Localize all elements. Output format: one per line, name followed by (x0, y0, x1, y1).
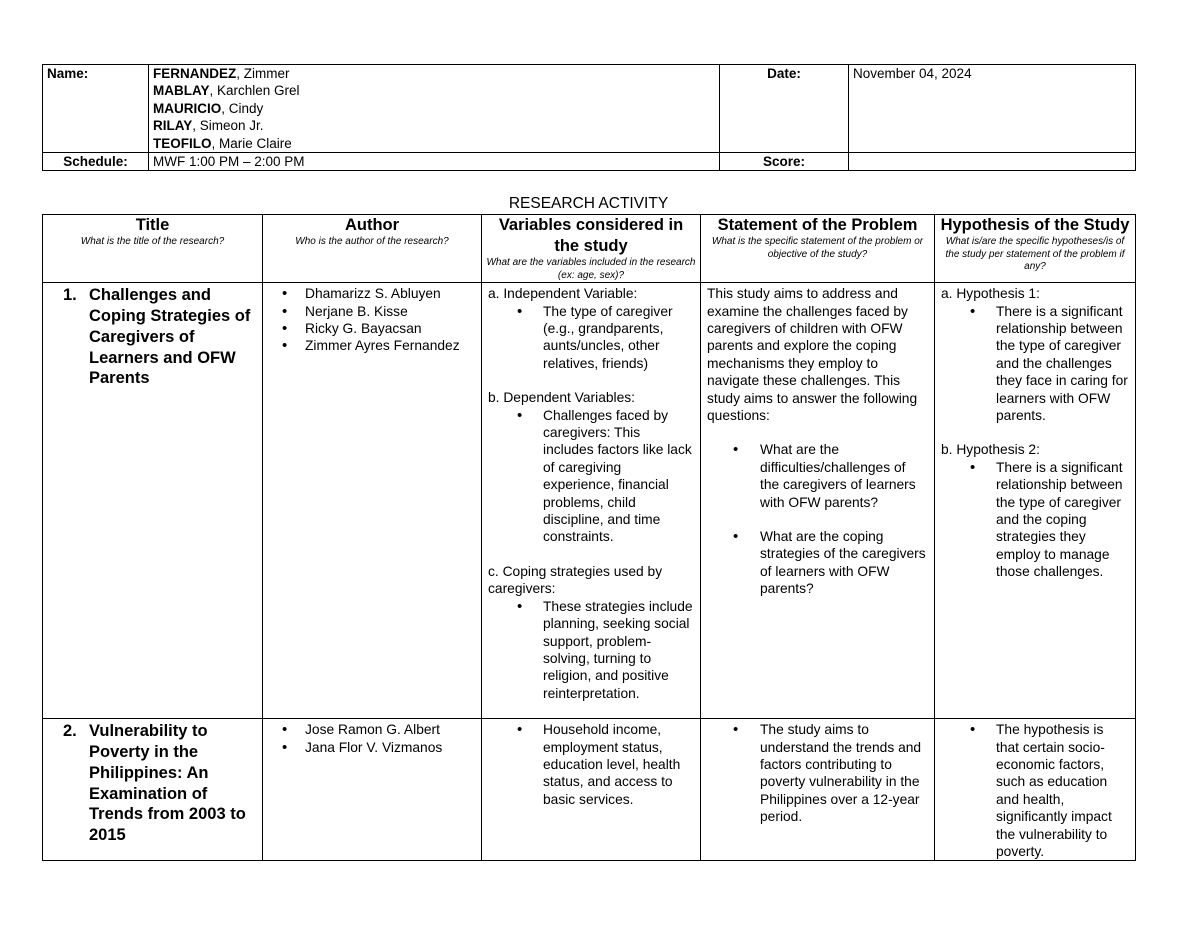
variable-group (488, 285, 694, 372)
date-label: Date: (720, 65, 849, 153)
schedule-row (43, 153, 1136, 171)
statement-cell (701, 283, 935, 719)
header-info-table (42, 64, 1136, 171)
name-label: Name: (43, 65, 149, 153)
author-cell (263, 283, 482, 719)
variable-heading: b. Dependent Variables: (488, 390, 636, 406)
author-item: • Dhamarizz S. Abluyen (269, 285, 475, 302)
hypothesis-group (941, 285, 1129, 424)
variable-item: • Challenges faced by caregivers: This includes factors like lack of caregiving experience, financial problems, child discipline, and time constraints. (488, 407, 694, 546)
hypothesis-cell (935, 719, 1136, 861)
col-header-variables: Variables considered in the study What are the variables included in the research (ex: age, sex)? (482, 215, 701, 283)
variables-cell (482, 283, 701, 719)
hypothesis-heading: b. Hypothesis 2: (941, 442, 1040, 458)
hypothesis-heading: a. Hypothesis 1: (941, 286, 1040, 302)
activity-title: RESEARCH ACTIVITY (508, 195, 669, 212)
table-row (43, 719, 1136, 861)
author-cell (263, 719, 482, 861)
score-value (849, 153, 1136, 171)
row-number: 2. (63, 722, 77, 741)
hypothesis-group (941, 441, 1129, 580)
author-item: • Zimmer Ayres Fernandez (269, 337, 475, 354)
schedule-label: Schedule: (43, 153, 149, 171)
statement-cell (701, 719, 935, 861)
hypothesis-item: • There is a significant relationship between the type of caregiver and the challenges they face in caring for learners with OFW parents. (941, 303, 1129, 425)
variable-group (488, 389, 694, 546)
research-title: Vulnerability to Poverty in the Philippines: An Examination of Trends from 2003 to 2015 (89, 722, 246, 845)
research-table (42, 214, 1136, 861)
col-header-title: Title What is the title of the research? (43, 215, 263, 283)
author-item: • Nerjane B. Kisse (269, 303, 475, 320)
score-label: Score: (720, 153, 849, 171)
variable-item: • The type of caregiver (e.g., grandparents, aunts/uncles, other relatives, friends) (488, 303, 694, 373)
research-title: Challenges and Coping Strategies of Caregivers of Learners and OFW Parents (89, 286, 251, 388)
names-cell (149, 65, 720, 153)
variable-item: • Household income, employment status, education level, health status, and access to basic services. (488, 721, 694, 808)
name-row (43, 65, 1136, 153)
statement-text: This study aims to address and examine the challenges faced by caregivers of children with OFW parents and explore the coping mechanisms they employ to navigate these challenges. This study aims to answer the following questions: (707, 286, 918, 424)
member-name: FERNANDEZ, Zimmer (153, 66, 290, 81)
col-header-statement: Statement of the Problem What is the specific statement of the problem or objective of the study? (701, 215, 935, 283)
question-item: • What are the coping strategies of the caregivers of learners with OFW parents? (707, 528, 928, 598)
date-value: November 04, 2024 (849, 65, 1136, 153)
hypothesis-cell (935, 283, 1136, 719)
row-number: 1. (63, 286, 77, 305)
variable-item: • These strategies include planning, seeking social support, problem-solving, turning to religion, and positive reinterpretation. (488, 598, 694, 702)
table-header-row (43, 215, 1136, 283)
table-row (43, 283, 1136, 719)
question-item: • What are the difficulties/challenges of the caregivers of learners with OFW parents? (707, 441, 928, 511)
hypothesis-item: • The hypothesis is that certain socio-economic factors, such as education and health, significantly impact the vulnerability to poverty. (941, 721, 1129, 860)
variables-cell (482, 719, 701, 861)
col-header-hypothesis: Hypothesis of the Study What is/are the specific hypotheses/is of the study per statement of the problem if any? (935, 215, 1136, 283)
member-name: MAURICIO, Cindy (153, 100, 264, 116)
member-name: TEOFILO, Marie Claire (153, 135, 292, 151)
research-title-cell (43, 719, 263, 861)
schedule-value: MWF 1:00 PM – 2:00 PM (149, 153, 720, 171)
author-item: • Jana Flor V. Vizmanos (269, 739, 475, 756)
author-item: • Ricky G. Bayacsan (269, 320, 475, 337)
variable-group (488, 563, 694, 702)
statement-item: • The study aims to understand the trends and factors contributing to poverty vulnerability in the Philippines over a 12-year period. (707, 721, 928, 825)
hypothesis-item: • There is a significant relationship between the type of caregiver and the coping strategies they employ to manage those challenges. (941, 459, 1129, 581)
member-name: MABLAY, Karchlen Grel (153, 83, 300, 99)
author-item: • Jose Ramon G. Albert (269, 721, 475, 738)
research-title-cell (43, 283, 263, 719)
variable-heading: a. Independent Variable: (488, 286, 638, 302)
variable-heading: c. Coping strategies used by caregivers: (488, 563, 663, 597)
member-name: RILAY, Simeon Jr. (153, 118, 264, 134)
col-header-author: Author Who is the author of the research? (263, 215, 482, 283)
